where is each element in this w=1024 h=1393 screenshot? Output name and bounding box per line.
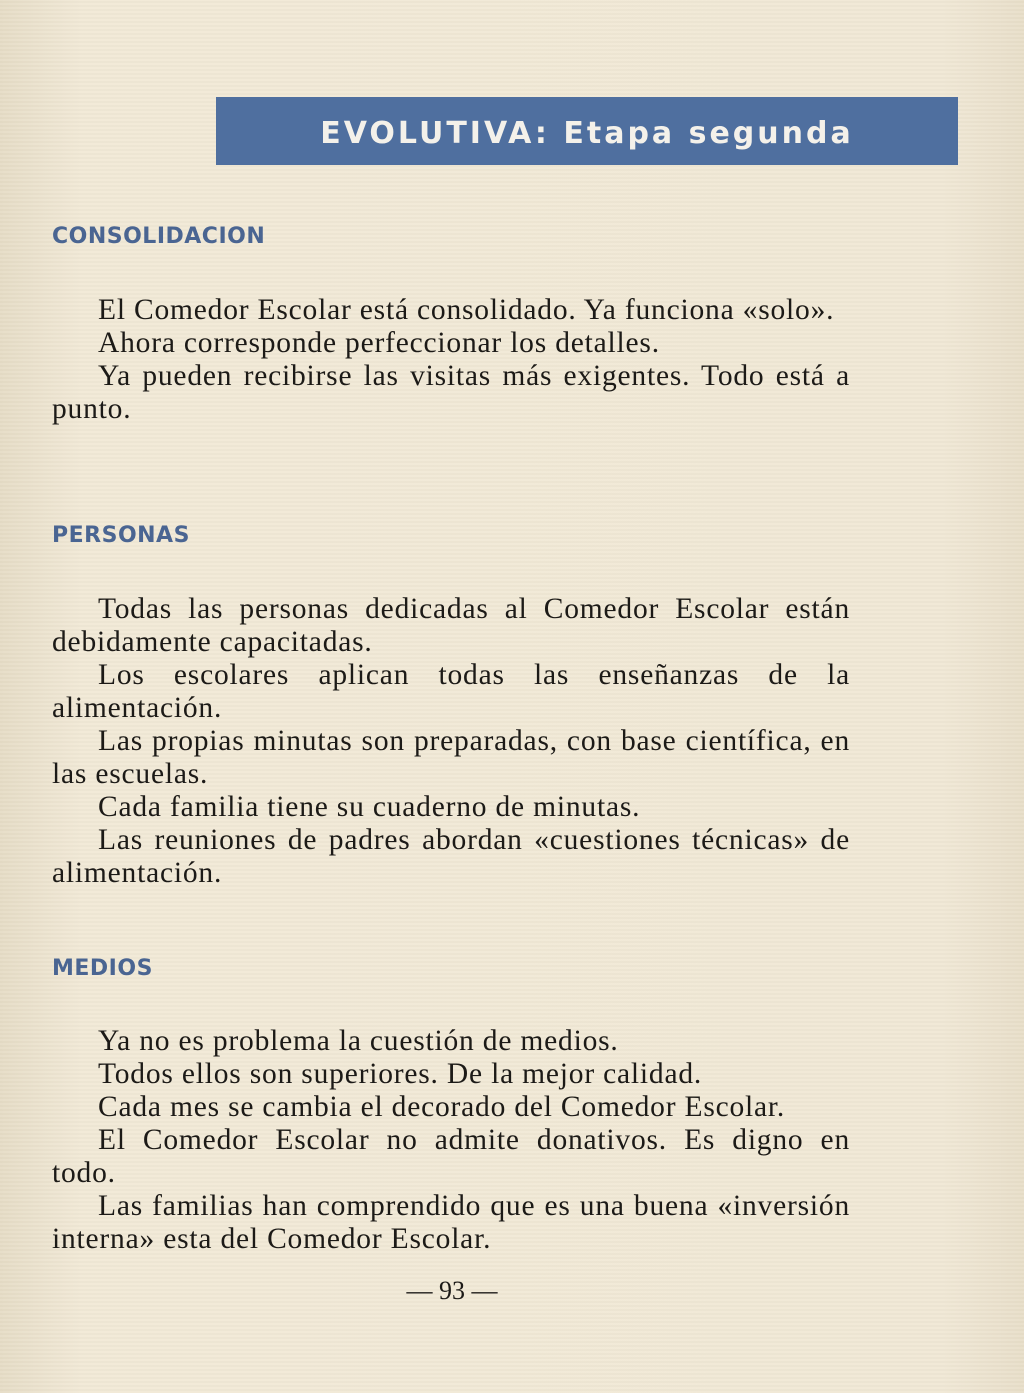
paragraph: Ahora corresponde perfeccionar los detalles.: [98, 327, 660, 359]
paragraph: El Comedor Escolar está consolidado. Ya funciona «solo».: [98, 294, 835, 326]
paragraph: Los escolares aplican todas las enseñanzas de la alimentación.: [52, 659, 850, 724]
section-heading-consolidacion: CONSOLIDACION: [52, 224, 266, 249]
paragraph: Todas las personas dedicadas al Comedor Escolar están debidamente capacitadas.: [52, 593, 850, 658]
section-personas: [52, 593, 850, 890]
paragraph: Las reuniones de padres abordan «cuestiones técnicas» de alimentación.: [52, 824, 850, 889]
paragraph: El Comedor Escolar no admite donativos. Es digno en todo.: [52, 1124, 850, 1189]
paragraph: Ya no es problema la cuestión de medios.: [98, 1025, 619, 1057]
section-consolidacion: [52, 294, 850, 426]
section-medios: [52, 1025, 850, 1256]
paragraph: Ya pueden recibirse las visitas más exigentes. Todo está a punto.: [52, 360, 850, 425]
paragraph: Cada familia tiene su cuaderno de minutas.: [98, 791, 641, 823]
section-heading-personas: PERSONAS: [52, 523, 190, 548]
paragraph: Las familias han comprendido que es una buena «inversión interna» esta del Comedor Escolar.: [52, 1190, 850, 1255]
chapter-header-banner: [216, 97, 958, 165]
paragraph: Las propias minutas son preparadas, con base científica, en las escuelas.: [52, 725, 850, 790]
page-number: — 93 —: [406, 1276, 498, 1305]
paragraph: Todos ellos son superiores. De la mejor calidad.: [98, 1058, 703, 1090]
chapter-title: EVOLUTIVA: Etapa segunda: [320, 115, 854, 151]
paragraph: Cada mes se cambia el decorado del Comedor Escolar.: [98, 1091, 786, 1123]
section-heading-medios: MEDIOS: [52, 956, 153, 981]
